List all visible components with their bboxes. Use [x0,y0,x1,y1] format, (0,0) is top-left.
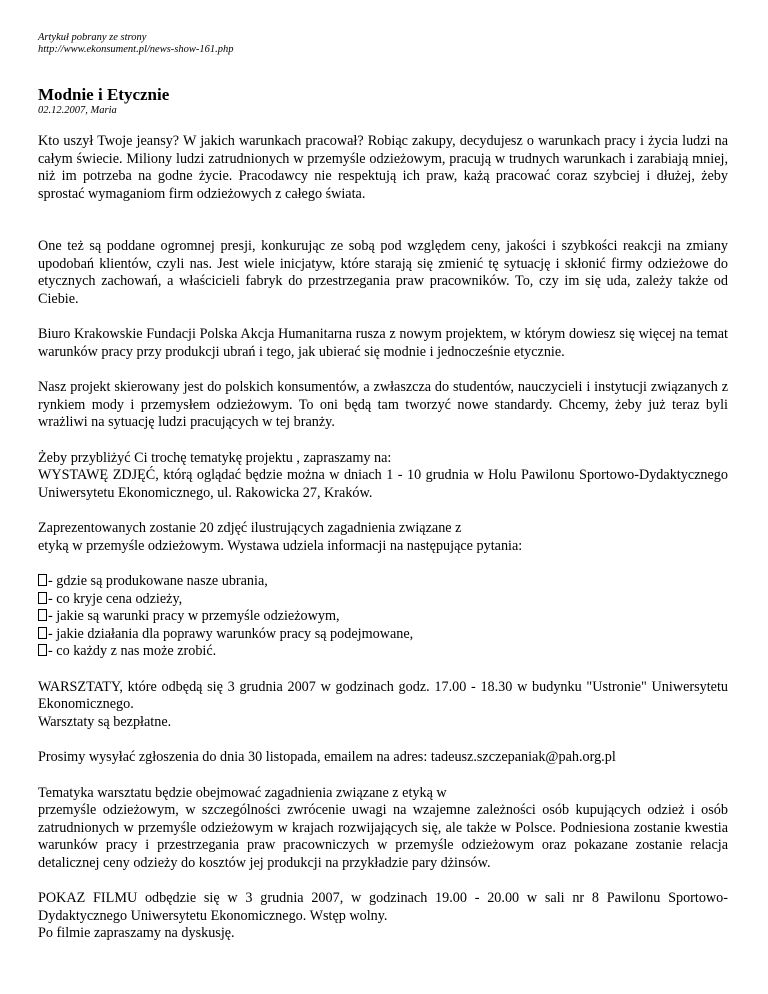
source-note [38,32,728,56]
film-discussion: Po filmie zapraszamy na dyskusję. [38,925,235,941]
list-item-text: - jakie są warunki pracy w przemyśle odzieżowym, [48,608,340,624]
workshops-free: Warsztaty są bezpłatne. [38,713,172,730]
bullet-box-icon [38,574,47,586]
list-item [38,591,728,609]
bullet-box-icon [38,609,47,621]
topics-line-1: Tematyka warsztatu będzie obejmować zagadnienia związane z etyką w [38,784,447,801]
source-label: Artykuł pobrany ze strony [38,32,147,43]
paragraph-intro: Kto uszył Twoje jeansy? W jakich warunkach pracował? Robiąc zakupy, decydujesz o warunkach pracy i życia ludzi na całym świecie. Miliony ludzi zatrudnionych w przemyśle odzieżowym, pracują w trudnych warunkach i zarabiają mniej, niż im potrzeba na godne życie. Pracodawcy nie respektują ich praw, każą pracować coraz szybciej i dłużej, żeby sprostać wymaganiom firm odzieżowych z całego świata. [38,133,728,202]
paragraph-registration: Prosimy wysyłać zgłoszenia do dnia 30 listopada, emailem na adres: tadeusz.szczepaniak@pah.org.pl [38,749,616,765]
paragraph-workshop-topics [38,785,728,873]
list-item [38,626,728,644]
photos-line-1: Zaprezentowanych zostanie 20 zdjęć ilustrujących zagadnienia związane z [38,520,462,536]
paragraph-workshops [38,679,728,732]
list-item-text: - co kryje cena odzieży, [48,590,183,607]
paragraph-project: Biuro Krakowskie Fundacji Polska Akcja Humanitarna rusza z nowym projektem, w którym dowiesz się więcej na temat warunków pracy przy produkcji ubrań i tego, jak ubierać się modnie i jednocześnie etycznie. [38,326,728,360]
paragraph-exhibition [38,450,728,503]
list-item-text: - jakie działania dla poprawy warunków pracy są podejmowane, [48,625,414,642]
paragraph-pressure: One też są poddane ogromnej presji, konkurując ze sobą pod względem ceny, jakości i szybkości reakcji na zmiany upodobań klientów, czyli nas. Jest wiele inicjatyw, które starają się zmienić tę sytuację i skłonić firmy odzieżowe do etycznych zachowań, a właścicieli fabryk do przestrzegania praw pracowników. To, czy im się uda, zależy także od Ciebie. [38,238,728,307]
film-details: POKAZ FILMU odbędzie się w 3 grudnia 2007, w godzinach 19.00 - 20.00 w sali nr 8 Pawilonu Sportowo-Dydaktycznego Uniwersytetu Ekonomicznego. Wstęp wolny. [38,890,728,924]
list-item [38,608,728,626]
paragraph-film [38,890,728,943]
bullet-box-icon [38,644,47,656]
paragraph-photos [38,520,728,555]
topics-body: przemyśle odzieżowym, w szczególności zwrócenie uwagi na wzajemne zależności osób kupujących odzież i osób zatrudnionych w przemyśle odzieżowym w krajach rozwijających się, ale także w Polsce. Podniesiona zostanie kwestia warunków pracy i przestrzegania praw pracowniczych w przemyśle odzieżowym oraz pokazane zostanie relacja detalicznej ceny odzieży do kosztów jej produkcji na przykładzie pary dżinsów. [38,802,728,871]
exhibition-intro: Żeby przybliżyć Ci trochę tematykę projektu , zapraszamy na: [38,449,392,466]
workshops-details: WARSZTATY, które odbędą się 3 grudnia 2007 w godzinach godz. 17.00 - 18.30 w budynku "Ustronie" Uniwersytetu Ekonomicznego. [38,678,728,712]
list-item [38,573,728,591]
bullet-box-icon [38,592,47,604]
exhibition-details: WYSTAWĘ ZDJĘĆ, którą oglądać będzie można w dniach 1 - 10 grudnia w Holu Pawilonu Sportowo-Dydaktycznego Uniwersytetu Ekonomicznego, ul. Rakowicka 27, Kraków. [38,467,728,501]
article-page [38,32,728,943]
source-url: http://www.ekonsument.pl/news-show-161.php [38,44,234,55]
paragraph-audience: Nasz projekt skierowany jest do polskich konsumentów, a zwłaszcza do studentów, nauczycieli i instytucji związanych z rynkiem mody i przemysłem odzieżowym. To oni będą tam tworzyć nowe standardy. Chcemy, żeby już teraz byli wrażliwi na sytuację ludzi pracujących w tej branży. [38,379,728,430]
list-item [38,643,728,661]
article-meta: 02.12.2007, Maria [38,105,117,116]
article-title: Modnie i Etycznie [38,85,170,104]
list-item-text: - gdzie są produkowane nasze ubrania, [48,573,268,589]
question-list [38,573,728,661]
bullet-box-icon [38,627,47,639]
list-item-text: - co każdy z nas może zrobić. [48,643,217,659]
photos-line-2: etyką w przemyśle odzieżowym. Wystawa udziela informacji na następujące pytania: [38,537,523,554]
